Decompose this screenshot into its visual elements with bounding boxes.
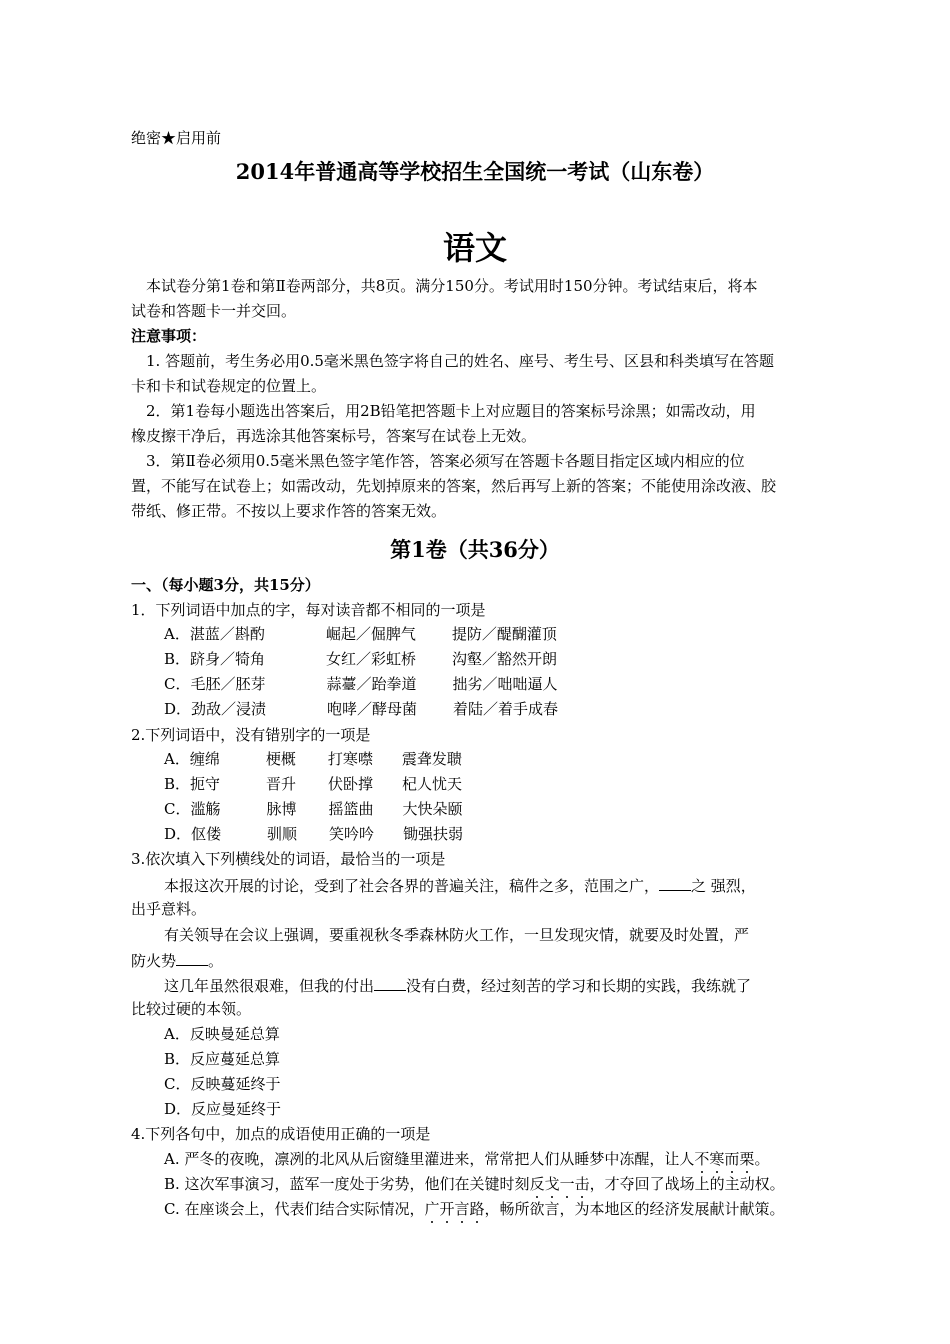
q3-option-b: B．反应蔓延总算 <box>164 1050 281 1068</box>
option-item: 咆哮／酵母菌 <box>327 700 418 718</box>
q2-option-d <box>164 824 463 844</box>
q2-stem: 2.下列词语中，没有错别字的一项是 <box>131 726 371 744</box>
option-item: 女红／彩虹桥 <box>326 650 417 668</box>
dotted-char: 言 <box>454 1200 470 1218</box>
notice-item-1a: 1. 答题前，考生务必用0.5毫米黑色签字将自己的姓名、座号、考生号、区县和科类填写在答题 <box>146 352 774 370</box>
fill-blank <box>659 874 691 891</box>
confidential-label: 绝密★启用前 <box>131 129 222 147</box>
option-label: B． <box>164 775 191 793</box>
sentence-text: 本报这次开展的讨论，受到了社会各界的普遍关注，稿件之多，范围之广， <box>164 877 660 895</box>
dotted-char: 不 <box>694 1150 710 1168</box>
notice-item-2a: 2．第1卷每小题选出答案后，用2B铅笔把答题卡上对应题目的答案标号涂黑；如需改动，用 <box>146 402 756 420</box>
option-item: 劲敌／浸渍 <box>191 700 267 718</box>
q3-sentence-3a <box>164 974 751 996</box>
q1-option-a <box>164 624 557 644</box>
notice-item-3c: 带纸、修正带。不按以上要求作答的答案无效。 <box>131 502 447 520</box>
sentence-text: 之 强烈， <box>691 877 756 895</box>
q2-option-b <box>164 774 462 794</box>
q3-sentence-2b <box>131 949 223 971</box>
option-item: 崛起／倔脾气 <box>325 625 416 643</box>
sentence-text: 。 <box>208 952 224 970</box>
sentence-text: C. 在座谈会上，代表们结合实际情况， <box>164 1200 425 1218</box>
option-label: D． <box>164 700 192 718</box>
sentence-text: 没有白费，经过刻苦的学习和长期的实践，我练就了 <box>406 977 752 995</box>
notice-item-2b: 橡皮擦干净后，再选涂其他答案标号，答案写在试卷上无效。 <box>131 427 537 445</box>
sentence-text: B. 这次军事演习，蓝军一度处于劣势，他们在关键时刻 <box>164 1175 530 1193</box>
fill-blank <box>374 974 406 991</box>
word: 扼守 <box>190 775 221 793</box>
word: 锄强扶弱 <box>403 825 464 843</box>
notice-item-3b: 置，不能写在试卷上；如需改动，先划掉原来的答案，然后再写上新的答案；不能使用涂改液、胶 <box>131 477 777 495</box>
subject-title: 语文 <box>442 229 507 267</box>
notice-heading: 注意事项： <box>131 327 207 345</box>
word: 摇篮曲 <box>328 800 374 818</box>
word: 杞人忧天 <box>402 775 463 793</box>
q4-option-c <box>164 1199 785 1219</box>
word: 打寒噤 <box>327 750 373 768</box>
dotted-char: 栗 <box>739 1150 755 1168</box>
q3-sentence-1b: 出乎意料。 <box>131 900 207 918</box>
exam-title: 2014年普通高等学校招生全国统一考试（山东卷） <box>235 159 715 184</box>
q2-option-a <box>164 749 462 769</box>
q4-stem: 4.下列各句中，加点的成语使用正确的一项是 <box>131 1125 431 1143</box>
option-item: 湛蓝／斟酌 <box>189 625 265 643</box>
notice-item-3a: 3．第Ⅱ卷必须用0.5毫米黑色签字笔作答，答案必须写在答题卡各题目指定区域内相应的位 <box>146 452 745 470</box>
dotted-char: 寒 <box>709 1150 725 1168</box>
option-item: 提防／醍醐灌顶 <box>451 625 557 643</box>
part-1-title: 第1卷（共36分） <box>390 537 560 562</box>
dotted-char: 广 <box>424 1200 440 1218</box>
option-label: A． <box>164 750 190 768</box>
q1-option-b <box>164 649 557 669</box>
word: 伏卧撑 <box>328 775 374 793</box>
dotted-char: 击 <box>574 1175 590 1193</box>
sentence-text: 这几年虽然很艰难，但我的付出 <box>164 977 375 995</box>
q1-option-c <box>164 674 558 694</box>
word: 晋升 <box>266 775 297 793</box>
q3-option-a: A．反映曼延总算 <box>164 1025 280 1043</box>
word: 震聋发聩 <box>401 750 462 768</box>
word: 缠绵 <box>189 750 220 768</box>
dotted-char: 一 <box>559 1175 575 1193</box>
sentence-text: 。 <box>754 1150 770 1168</box>
sentence-text: ，才夺回了战场上的主动权。 <box>589 1175 785 1193</box>
word: 滥觞 <box>190 800 221 818</box>
fill-blank <box>176 949 208 966</box>
dotted-char: 而 <box>724 1150 740 1168</box>
word: 笑吟吟 <box>329 825 375 843</box>
option-item: 毛胚／胚芽 <box>190 675 266 693</box>
q1-stem: 1．下列词语中加点的字，每对读音都不相同的一项是 <box>131 601 486 619</box>
q3-stem: 3.依次填入下列横线处的词语，最恰当的一项是 <box>131 850 446 868</box>
q3-sentence-1a <box>164 874 756 896</box>
q3-option-c: C．反映蔓延终于 <box>164 1075 281 1093</box>
option-label: A． <box>164 625 190 643</box>
dotted-char: 开 <box>439 1200 455 1218</box>
option-item: 蒜薹／跆拳道 <box>326 675 417 693</box>
option-item: 沟壑／豁然开朗 <box>452 650 558 668</box>
option-item: 拙劣／咄咄逼人 <box>452 675 558 693</box>
sentence-text: A. 严冬的夜晚，凛冽的北风从后窗缝里灌进来，常常把人们从睡梦中冻醒，让人 <box>164 1150 695 1168</box>
word: 大快朵颐 <box>402 800 463 818</box>
intro-line-1: 本试卷分第1卷和第Ⅱ卷两部分，共8页。满分150分。考试用时150分钟。考试结束后，将本 <box>146 277 758 295</box>
option-label: C． <box>164 800 191 818</box>
intro-line-2: 试卷和答题卡一并交回。 <box>131 302 297 320</box>
q3-sentence-2a: 有关领导在会议上强调，要重视秋冬季森林防火工作，一旦发现灾情，就要及时处置，严 <box>164 926 750 944</box>
option-item: 跻身／犄角 <box>190 650 266 668</box>
sentence-text: ，畅所欲言，为本地区的经济发展献计献策。 <box>484 1200 785 1218</box>
notice-item-1b: 卡和卡和试卷规定的位置上。 <box>131 377 327 395</box>
q4-option-b <box>164 1174 785 1194</box>
option-label: B． <box>164 650 191 668</box>
sentence-text: 防火势 <box>131 952 177 970</box>
dotted-char: 路 <box>469 1200 485 1218</box>
q3-option-d: D．反应曼延终于 <box>164 1100 282 1118</box>
word: 梗概 <box>265 750 296 768</box>
word: 脉博 <box>266 800 297 818</box>
dotted-char: 戈 <box>544 1175 560 1193</box>
word: 伛偻 <box>191 825 222 843</box>
q1-option-d <box>164 699 558 719</box>
word: 驯顺 <box>267 825 298 843</box>
option-label: C． <box>164 675 191 693</box>
q3-sentence-3b: 比较过硬的本领。 <box>131 1000 252 1018</box>
option-item: 着陆／着手成春 <box>453 700 559 718</box>
section-heading: 一、（每小题3分，共15分） <box>131 576 320 594</box>
q4-option-a <box>164 1149 769 1169</box>
option-label: D． <box>164 825 192 843</box>
dotted-char: 反 <box>529 1175 545 1193</box>
q2-option-c <box>164 799 463 819</box>
